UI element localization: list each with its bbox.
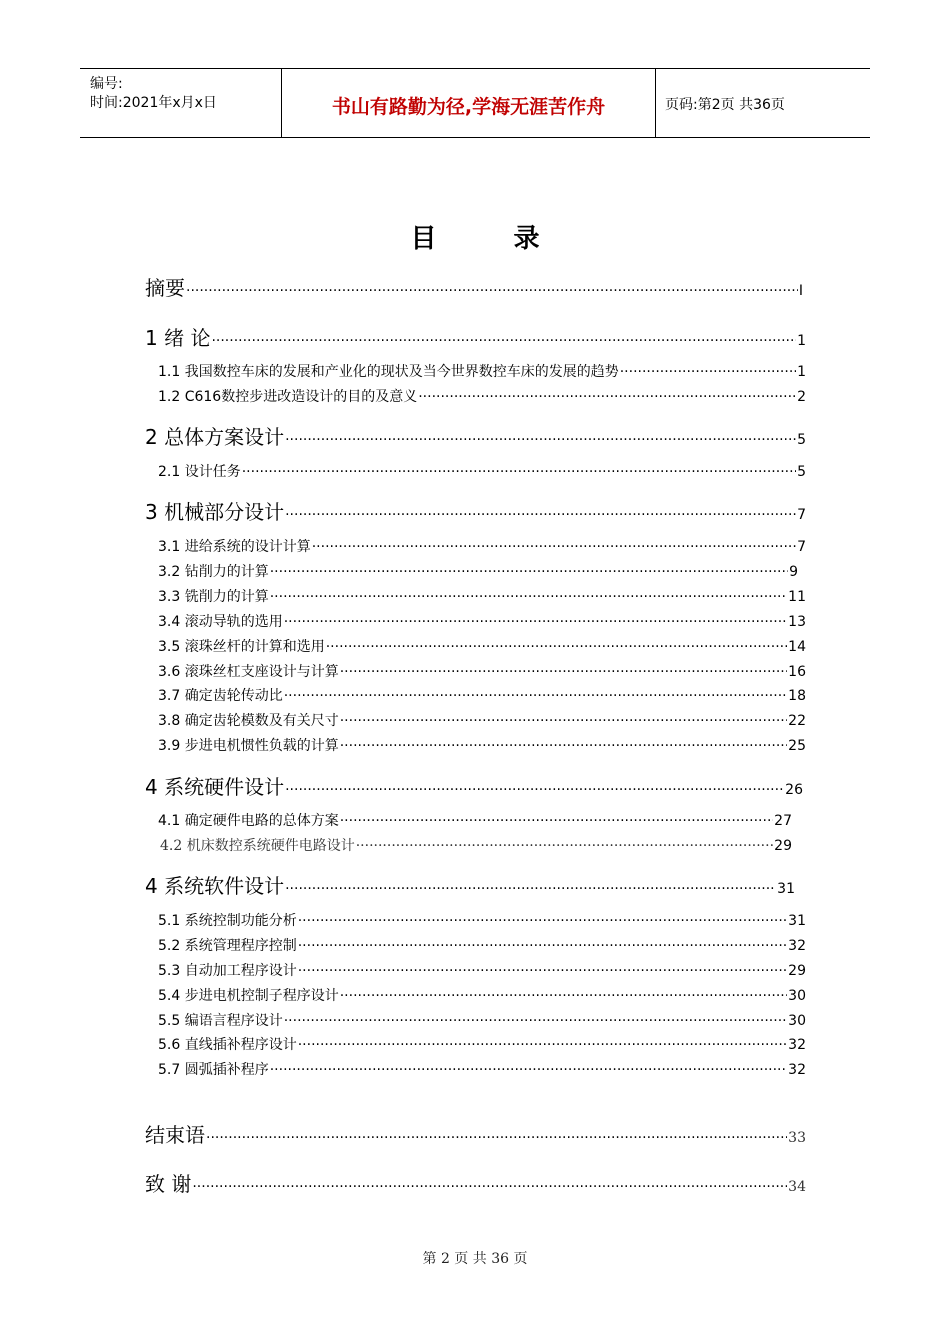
toc-entry-page: 2 [797, 389, 806, 405]
toc-entry-label: 5.4 步进电机控制子程序设计 [158, 988, 339, 1004]
leader-dots [285, 507, 796, 523]
toc-entry-label: 3.9 步进电机惯性负载的计算 [158, 738, 339, 754]
toc-entry-page: 1 [797, 364, 806, 380]
toc-entry-label: 摘要 [145, 276, 185, 300]
leader-dots [418, 389, 796, 405]
toc-entry[interactable] [158, 985, 806, 1005]
toc-entry-page: 1 [797, 333, 806, 349]
toc-entry-label: 1.1 我国数控车床的发展和产业化的现状及当今世界数控车床的发展的趋势 [158, 364, 619, 380]
toc-entry[interactable] [158, 1059, 806, 1079]
toc-entry[interactable] [145, 1119, 806, 1148]
toc-entry-label: 3.2 钻削力的计算 [158, 564, 269, 580]
leader-dots [284, 688, 787, 704]
toc-entry-page: 32 [788, 1037, 806, 1053]
toc-entry[interactable] [145, 1168, 806, 1197]
toc-entry-page: 29 [774, 838, 792, 854]
header-page-cell [655, 69, 870, 137]
leader-dots [186, 283, 798, 299]
toc-title: 目 录 [410, 224, 574, 254]
toc-entry-label: 3.3 铣削力的计算 [158, 589, 269, 605]
header-motto-cell [281, 69, 656, 137]
toc-entry[interactable] [158, 960, 806, 980]
toc-entry-label: 3.7 确定齿轮传动比 [158, 688, 283, 704]
leader-dots [206, 1130, 787, 1146]
leader-dots [620, 364, 796, 380]
toc-entry[interactable] [145, 322, 806, 351]
leader-dots [340, 738, 787, 754]
leader-dots [298, 1037, 787, 1053]
toc-entry[interactable] [158, 810, 792, 830]
toc-entry[interactable] [158, 561, 798, 581]
toc-entry-page: 31 [788, 913, 806, 929]
toc-entry-label: 1 绪 论 [145, 326, 211, 350]
toc-entry-page: 9 [789, 564, 798, 580]
toc-entry-label: 3.1 进给系统的设计计算 [158, 539, 311, 555]
toc-entry-page: 33 [788, 1130, 806, 1146]
toc-entry[interactable] [158, 361, 806, 381]
leader-dots [284, 614, 787, 630]
toc-entry[interactable] [158, 661, 806, 681]
header-info-cell [80, 69, 280, 137]
toc-entry-page: 7 [797, 539, 806, 555]
toc-entry[interactable] [145, 496, 806, 525]
toc-entry-page: 29 [788, 963, 806, 979]
toc-entry[interactable] [158, 910, 806, 930]
toc-entry-page: 5 [797, 432, 806, 448]
page-info: 页码:第2页 共36页 [665, 97, 785, 113]
toc-entry[interactable] [158, 1034, 806, 1054]
toc-entry-page: 30 [788, 1013, 806, 1029]
leader-dots [270, 589, 787, 605]
leader-dots [192, 1179, 787, 1195]
toc-entry-label: 3.5 滚珠丝杆的计算和选用 [158, 639, 325, 655]
leader-dots [242, 464, 796, 480]
toc-entry-label: 1.2 C616数控步进改造设计的目的及意义 [158, 389, 418, 405]
leader-dots [298, 938, 787, 954]
toc-entry[interactable] [158, 735, 806, 755]
toc-entry-page: 18 [788, 688, 806, 704]
toc-entry-page: 34 [788, 1179, 806, 1195]
toc-entry-label: 5.6 直线插补程序设计 [158, 1037, 297, 1053]
toc-entry-label: 5.1 系统控制功能分析 [158, 913, 297, 929]
toc-entry-label: 2.1 设计任务 [158, 464, 241, 480]
toc-entry-label: 5.5 编语言程序设计 [158, 1013, 283, 1029]
toc-entry-page: 26 [785, 782, 803, 798]
toc-entry-label: 结束语 [145, 1123, 205, 1147]
toc-entry[interactable] [158, 1010, 806, 1030]
time-label: 时间:2021年x月x日 [90, 95, 217, 111]
motto-text: 书山有路勤为径,学海无涯苦作舟 [331, 96, 606, 118]
toc-entry-page: 16 [788, 664, 806, 680]
toc-entry-label: 4 系统硬件设计 [145, 775, 285, 799]
toc-entry-label: 5.2 系统管理程序控制 [158, 938, 297, 954]
toc-entry[interactable] [158, 536, 806, 556]
leader-dots [285, 782, 784, 798]
toc-entry-label: 3.6 滚珠丝杠支座设计与计算 [158, 664, 339, 680]
toc-entry-page: 22 [788, 713, 806, 729]
leader-dots [211, 333, 796, 349]
toc-entry-page: 5 [797, 464, 806, 480]
toc-entry-page: 25 [788, 738, 806, 754]
leader-dots [285, 432, 796, 448]
toc-entry[interactable] [158, 636, 806, 656]
toc-entry[interactable] [158, 611, 806, 631]
toc-entry-label: 5.7 圆弧插补程序 [158, 1062, 269, 1078]
toc-entry[interactable] [145, 272, 803, 301]
leader-dots [284, 1013, 787, 1029]
leader-dots [340, 813, 773, 829]
toc-entry-page: 7 [797, 507, 806, 523]
toc-entry-label: 致 谢 [145, 1172, 192, 1196]
toc-entry-page: 11 [788, 589, 806, 605]
leader-dots [340, 664, 787, 680]
toc-entry-label: 3.8 确定齿轮模数及有关尺寸 [158, 713, 339, 729]
leader-dots [270, 564, 788, 580]
leader-dots [326, 639, 787, 655]
leader-dots [285, 881, 776, 897]
toc-entry[interactable] [158, 685, 806, 705]
leader-dots [270, 1062, 787, 1078]
leader-dots [340, 988, 787, 1004]
toc-entry-page: I [798, 283, 803, 299]
page-footer: 第 2 页 共 36 页 [422, 1251, 528, 1267]
toc-entry-label: 4.2 机床数控系统硬件电路设计 [160, 838, 355, 854]
toc-entry-page: 30 [788, 988, 806, 1004]
toc-entry[interactable] [158, 586, 806, 606]
toc-entry-page: 13 [788, 614, 806, 630]
toc-entry-label: 4 系统软件设计 [145, 874, 285, 898]
number-label: 编号: [90, 76, 123, 92]
toc-entry[interactable] [158, 461, 806, 481]
toc-entry-page: 14 [788, 639, 806, 655]
toc-entry-page: 27 [774, 813, 792, 829]
toc-entry-page: 32 [788, 938, 806, 954]
toc-entry[interactable] [158, 386, 806, 406]
leader-dots [298, 913, 787, 929]
leader-dots [298, 963, 787, 979]
toc-entry-label: 4.1 确定硬件电路的总体方案 [158, 813, 339, 829]
toc-entry-page: 31 [777, 881, 795, 897]
toc-entry[interactable] [160, 835, 792, 855]
toc-entry-page: 32 [788, 1062, 806, 1078]
toc-entry[interactable] [145, 870, 795, 899]
toc-entry-label: 2 总体方案设计 [145, 425, 285, 449]
leader-dots [312, 539, 796, 555]
leader-dots [356, 838, 773, 854]
toc-entry[interactable] [158, 935, 806, 955]
leader-dots [340, 713, 787, 729]
toc-entry-label: 3 机械部分设计 [145, 500, 285, 524]
page-header [80, 68, 870, 138]
toc-entry-label: 3.4 滚动导轨的选用 [158, 614, 283, 630]
toc-entry[interactable] [158, 710, 806, 730]
toc-entry[interactable] [145, 421, 806, 450]
toc-entry-label: 5.3 自动加工程序设计 [158, 963, 297, 979]
toc-entry[interactable] [145, 771, 803, 800]
